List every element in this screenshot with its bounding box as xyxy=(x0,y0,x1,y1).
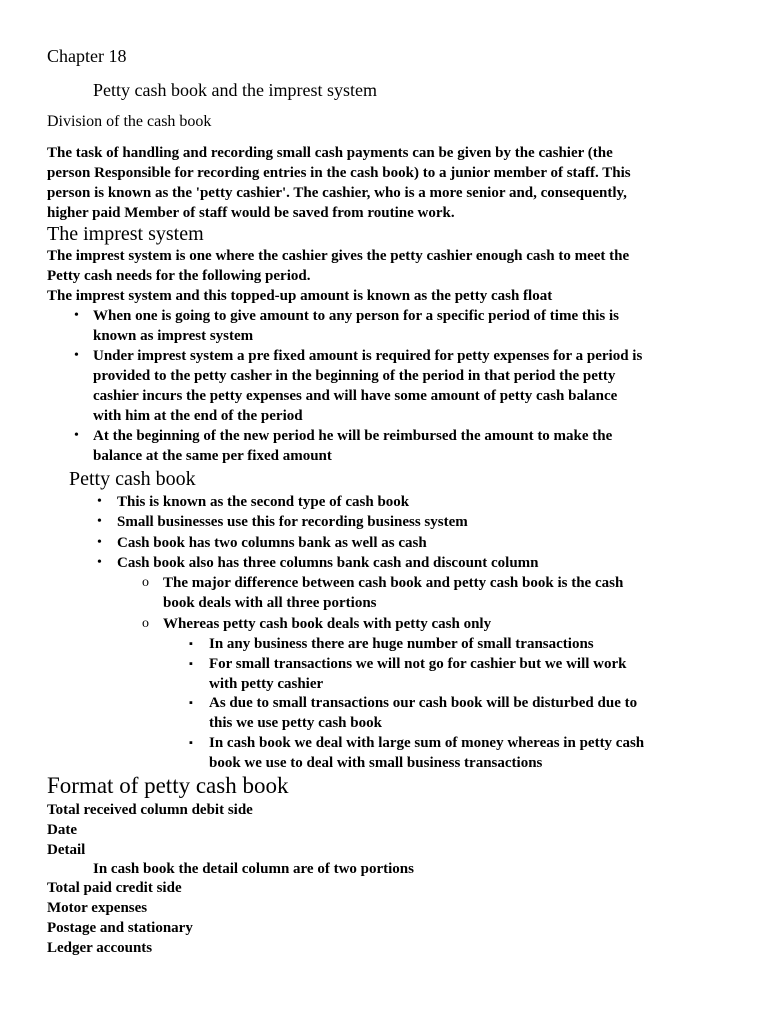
list-item: Small businesses use this for recording business system xyxy=(117,514,468,530)
imprest-paragraph xyxy=(47,246,727,306)
bullet-icon: • xyxy=(97,555,102,570)
division-heading: Division of the cash book xyxy=(47,113,212,130)
format-item: Motor expenses xyxy=(47,900,148,916)
square-bullet-icon: ▪ xyxy=(189,737,193,749)
square-bullet-icon: ▪ xyxy=(189,697,193,709)
bullet-icon: • xyxy=(97,514,102,529)
text-line: The imprest system and this topped-up amount is known as the petty cash float xyxy=(47,288,553,304)
format-item: Detail xyxy=(47,842,86,858)
format-item: Postage and stationary xyxy=(47,920,193,936)
circle-bullet-icon: o xyxy=(142,616,149,631)
page-subtitle: Petty cash book and the imprest system xyxy=(93,80,377,100)
bullet-icon: • xyxy=(74,308,79,323)
bullet-icon: • xyxy=(97,494,102,509)
bullet-icon: • xyxy=(74,428,79,443)
square-bullet-icon: ▪ xyxy=(189,638,193,650)
list-item: The major difference between cash book and petty cash book is the cash book deals with all three portions xyxy=(163,575,624,611)
list-item: When one is going to give amount to any person for a specific period of time this is known as imprest system xyxy=(93,308,619,344)
intro-paragraph xyxy=(47,143,727,223)
text-line: Petty cash needs for the following period. xyxy=(47,268,311,284)
list-item: At the beginning of the new period he will be reimbursed the amount to make the balance at the same per fixed amount xyxy=(93,428,613,464)
list-item: In any business there are huge number of small transactions xyxy=(209,636,594,652)
list-item: As due to small transactions our cash book will be disturbed due to this we use petty cash book xyxy=(209,695,638,731)
list-item: Cash book also has three columns bank cash and discount column xyxy=(117,555,539,571)
format-item: Total received column debit side xyxy=(47,802,253,818)
text-line: higher paid Member of staff would be saved from routine work. xyxy=(47,205,455,221)
format-note: In cash book the detail column are of two portions xyxy=(93,861,414,877)
chapter-label: Chapter 18 xyxy=(47,46,127,66)
circle-bullet-icon: o xyxy=(142,575,149,590)
bullet-icon: • xyxy=(74,348,79,363)
text-line: The imprest system is one where the cashier gives the petty cashier enough cash to meet the xyxy=(47,248,630,264)
list-item: In cash book we deal with large sum of money whereas in petty cash book we use to deal with small business transactions xyxy=(209,735,645,771)
format-item: Date xyxy=(47,822,77,838)
text-line: person is known as the 'petty cashier'. The cashier, who is a more senior and, consequently, xyxy=(47,185,627,201)
imprest-heading: The imprest system xyxy=(47,223,204,245)
square-bullet-icon: ▪ xyxy=(189,658,193,670)
bullet-icon: • xyxy=(97,535,102,550)
list-item: Cash book has two columns bank as well as cash xyxy=(117,535,427,551)
list-item: For small transactions we will not go for cashier but we will work with petty cashier xyxy=(209,656,627,692)
format-item: Ledger accounts xyxy=(47,940,153,956)
petty-cash-heading: Petty cash book xyxy=(69,468,196,490)
format-item: Total paid credit side xyxy=(47,880,182,896)
text-line: The task of handling and recording small cash payments can be given by the cashier (the xyxy=(47,145,613,161)
format-heading: Format of petty cash book xyxy=(47,773,289,798)
list-item: Whereas petty cash book deals with petty cash only xyxy=(163,616,492,632)
list-item: Under imprest system a pre fixed amount is required for petty expenses for a period is provided to the petty casher in the beginning of the period in that period the petty cashier incurs the petty expenses and will have some amount of petty cash balance with him at the end of the period xyxy=(93,348,643,424)
list-item: This is known as the second type of cash book xyxy=(117,494,410,510)
text-line: person Responsible for recording entries in the cash book) to a junior member of staff. This xyxy=(47,165,631,181)
